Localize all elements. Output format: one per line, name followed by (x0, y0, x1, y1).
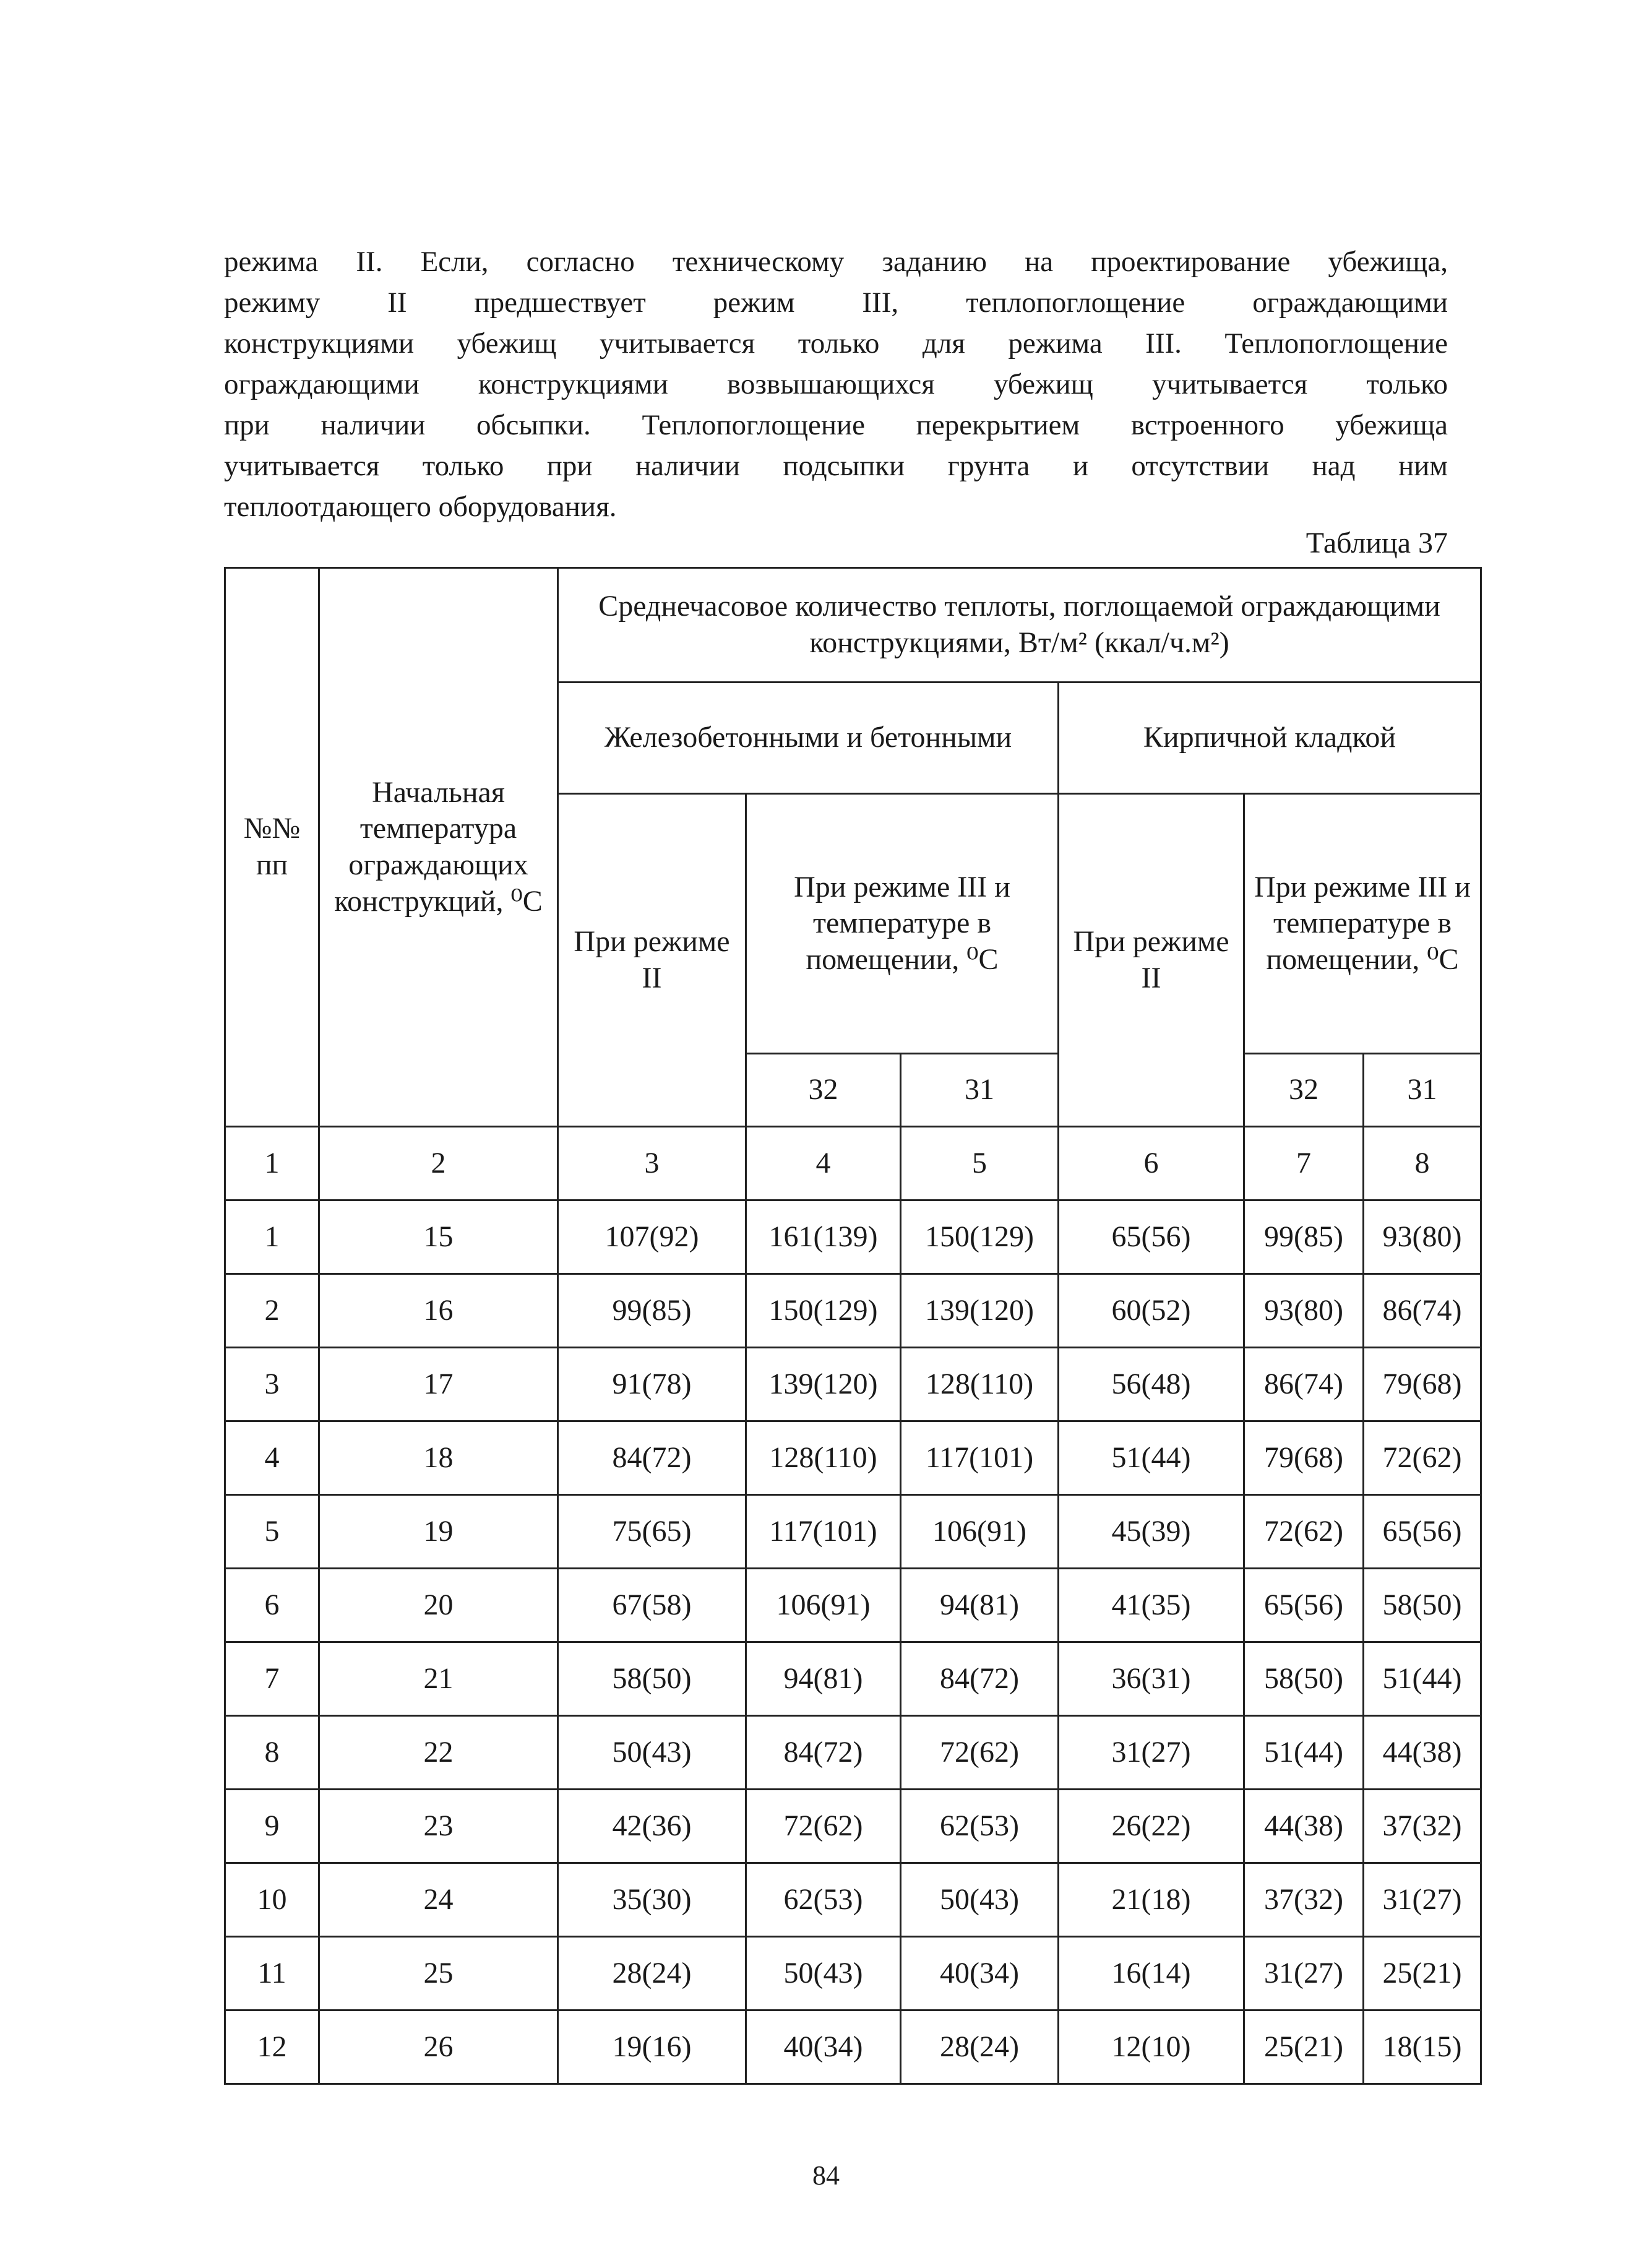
cell-start-temp: 17 (319, 1348, 558, 1421)
cell-value: 91(78) (558, 1348, 746, 1421)
cell-value: 40(34) (746, 2011, 901, 2084)
row-index: 10 (225, 1863, 319, 1937)
header-concrete: Железобетонными и бетонными (558, 683, 1059, 794)
cell-start-temp: 23 (319, 1790, 558, 1863)
intro-line: конструкциями убежищ учитывается только для режима III. Теплопоглощение (224, 327, 1448, 360)
cell-value: 150(129) (901, 1200, 1059, 1274)
cell-start-temp: 19 (319, 1495, 558, 1569)
cell-value: 45(39) (1059, 1495, 1244, 1569)
row-index: 5 (225, 1495, 319, 1569)
cell-value: 44(38) (1244, 1790, 1364, 1863)
cell-value: 60(52) (1059, 1274, 1244, 1348)
table-row (225, 1569, 1481, 1642)
cell-value: 72(62) (1364, 1421, 1481, 1495)
column-number-row (225, 1127, 1481, 1200)
cell-value: 75(65) (558, 1495, 746, 1569)
column-number: 8 (1364, 1127, 1481, 1200)
page-number: 84 (812, 2160, 840, 2191)
cell-start-temp: 22 (319, 1716, 558, 1790)
header-temp-32: 32 (746, 1054, 901, 1127)
cell-value: 35(30) (558, 1863, 746, 1937)
column-number: 2 (319, 1127, 558, 1200)
column-number: 5 (901, 1127, 1059, 1200)
header-num: №№ пп (225, 568, 319, 1127)
cell-value: 58(50) (1364, 1569, 1481, 1642)
column-number: 1 (225, 1127, 319, 1200)
header-main: Среднечасовое количество теплоты, поглощаемой ограждающими конструкциями, Вт/м² (ккал/ч.м²) (558, 568, 1481, 683)
cell-value: 50(43) (901, 1863, 1059, 1937)
cell-value: 93(80) (1244, 1274, 1364, 1348)
cell-value: 67(58) (558, 1569, 746, 1642)
cell-value: 28(24) (558, 1937, 746, 2011)
cell-value: 139(120) (746, 1348, 901, 1421)
intro-paragraph (224, 241, 1448, 527)
header-temp-31: 31 (901, 1054, 1059, 1127)
cell-value: 84(72) (901, 1642, 1059, 1716)
cell-value: 26(22) (1059, 1790, 1244, 1863)
row-index: 1 (225, 1200, 319, 1274)
column-number: 3 (558, 1127, 746, 1200)
table-row (225, 1937, 1481, 2011)
cell-value: 117(101) (746, 1495, 901, 1569)
cell-value: 42(36) (558, 1790, 746, 1863)
row-index: 8 (225, 1716, 319, 1790)
row-index: 12 (225, 2011, 319, 2084)
cell-value: 16(14) (1059, 1937, 1244, 2011)
cell-value: 36(31) (1059, 1642, 1244, 1716)
row-index: 7 (225, 1642, 319, 1716)
header-mode3-brick: При режиме III и температуре в помещении, ⁰С (1244, 794, 1481, 1054)
cell-value: 106(91) (746, 1569, 901, 1642)
intro-line: режиму II предшествует режим III, теплопоглощение ограждающими (224, 287, 1448, 319)
cell-value: 51(44) (1364, 1642, 1481, 1716)
cell-value: 18(15) (1364, 2011, 1481, 2084)
cell-value: 25(21) (1364, 1937, 1481, 2011)
header-temp-32: 32 (1244, 1054, 1364, 1127)
header-mode2-concrete: При режиме II (558, 794, 746, 1127)
cell-value: 106(91) (901, 1495, 1059, 1569)
cell-value: 161(139) (746, 1200, 901, 1274)
cell-value: 31(27) (1244, 1937, 1364, 2011)
column-number: 6 (1059, 1127, 1244, 1200)
cell-value: 99(85) (558, 1274, 746, 1348)
table-row (225, 1495, 1481, 1569)
cell-value: 19(16) (558, 2011, 746, 2084)
cell-start-temp: 25 (319, 1937, 558, 2011)
cell-value: 50(43) (558, 1716, 746, 1790)
intro-line: учитывается только при наличии подсыпки грунта и отсутствии над ним (224, 450, 1448, 482)
cell-value: 65(56) (1244, 1569, 1364, 1642)
cell-value: 37(32) (1244, 1863, 1364, 1937)
header-start-temp: Начальная температура ограждающих конструкций, ⁰С (319, 568, 558, 1127)
table-body (225, 1127, 1481, 2084)
cell-value: 41(35) (1059, 1569, 1244, 1642)
table-header (225, 568, 1481, 1127)
cell-start-temp: 21 (319, 1642, 558, 1716)
cell-start-temp: 18 (319, 1421, 558, 1495)
cell-value: 79(68) (1364, 1348, 1481, 1421)
row-index: 6 (225, 1569, 319, 1642)
table-row (225, 1716, 1481, 1790)
cell-value: 31(27) (1059, 1716, 1244, 1790)
cell-value: 139(120) (901, 1274, 1059, 1348)
cell-value: 72(62) (901, 1716, 1059, 1790)
cell-value: 44(38) (1364, 1716, 1481, 1790)
header-mode3-concrete: При режиме III и температуре в помещении, ⁰С (746, 794, 1059, 1054)
cell-value: 58(50) (1244, 1642, 1364, 1716)
cell-value: 58(50) (558, 1642, 746, 1716)
cell-value: 86(74) (1244, 1348, 1364, 1421)
cell-value: 51(44) (1244, 1716, 1364, 1790)
cell-value: 128(110) (746, 1421, 901, 1495)
intro-line: режима II. Если, согласно техническому заданию на проектирование убежища, (224, 246, 1448, 278)
header-brick: Кирпичной кладкой (1059, 683, 1481, 794)
cell-value: 25(21) (1244, 2011, 1364, 2084)
cell-value: 93(80) (1364, 1200, 1481, 1274)
row-index: 9 (225, 1790, 319, 1863)
table-row (225, 1863, 1481, 1937)
cell-value: 84(72) (746, 1716, 901, 1790)
cell-start-temp: 20 (319, 1569, 558, 1642)
cell-value: 94(81) (901, 1569, 1059, 1642)
cell-value: 94(81) (746, 1642, 901, 1716)
cell-value: 150(129) (746, 1274, 901, 1348)
cell-value: 86(74) (1364, 1274, 1481, 1348)
table-row (225, 1274, 1481, 1348)
intro-line: ограждающими конструкциями возвышающихся убежищ учитывается только (224, 368, 1448, 400)
table-row (225, 2011, 1481, 2084)
cell-value: 51(44) (1059, 1421, 1244, 1495)
table-row (225, 1421, 1481, 1495)
cell-value: 72(62) (1244, 1495, 1364, 1569)
table-row (225, 1348, 1481, 1421)
table-caption: Таблица 37 (1306, 527, 1448, 559)
cell-value: 65(56) (1364, 1495, 1481, 1569)
cell-value: 50(43) (746, 1937, 901, 2011)
row-index: 3 (225, 1348, 319, 1421)
table-row (225, 1790, 1481, 1863)
cell-start-temp: 24 (319, 1863, 558, 1937)
heat-absorption-table (224, 567, 1482, 2085)
cell-value: 62(53) (901, 1790, 1059, 1863)
cell-value: 128(110) (901, 1348, 1059, 1421)
cell-value: 72(62) (746, 1790, 901, 1863)
cell-value: 107(92) (558, 1200, 746, 1274)
row-index: 11 (225, 1937, 319, 2011)
cell-value: 28(24) (901, 2011, 1059, 2084)
header-mode2-brick: При режиме II (1059, 794, 1244, 1127)
table-row (225, 1642, 1481, 1716)
header-temp-31: 31 (1364, 1054, 1481, 1127)
cell-value: 56(48) (1059, 1348, 1244, 1421)
column-number: 4 (746, 1127, 901, 1200)
cell-value: 21(18) (1059, 1863, 1244, 1937)
cell-value: 84(72) (558, 1421, 746, 1495)
row-index: 4 (225, 1421, 319, 1495)
cell-value: 37(32) (1364, 1790, 1481, 1863)
intro-line: при наличии обсыпки. Теплопоглощение перекрытием встроенного убежища (224, 409, 1448, 441)
cell-value: 12(10) (1059, 2011, 1244, 2084)
cell-value: 117(101) (901, 1421, 1059, 1495)
intro-line: теплоотдающего оборудования. (224, 491, 617, 523)
cell-start-temp: 15 (319, 1200, 558, 1274)
cell-value: 79(68) (1244, 1421, 1364, 1495)
cell-value: 65(56) (1059, 1200, 1244, 1274)
cell-value: 31(27) (1364, 1863, 1481, 1937)
cell-start-temp: 26 (319, 2011, 558, 2084)
cell-value: 62(53) (746, 1863, 901, 1937)
table-row (225, 1200, 1481, 1274)
column-number: 7 (1244, 1127, 1364, 1200)
cell-value: 99(85) (1244, 1200, 1364, 1274)
cell-start-temp: 16 (319, 1274, 558, 1348)
row-index: 2 (225, 1274, 319, 1348)
cell-value: 40(34) (901, 1937, 1059, 2011)
